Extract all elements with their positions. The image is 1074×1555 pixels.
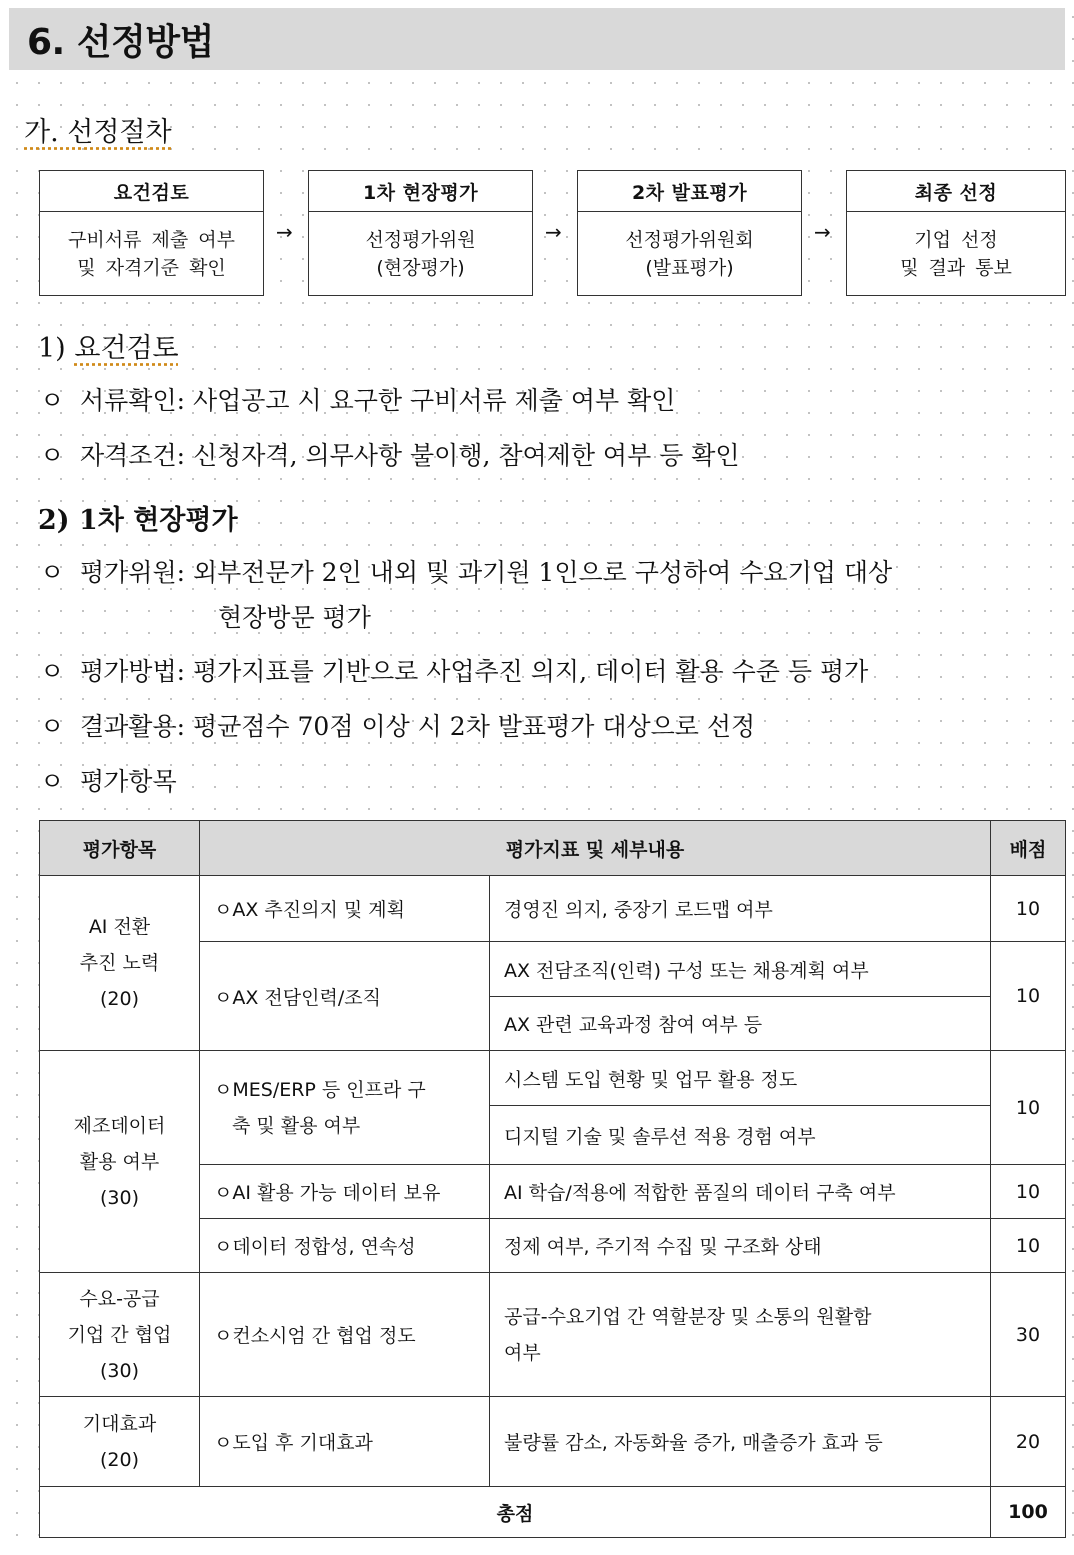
field-eval-item: ㅇ 평가방법: 평가지표를 기반으로 사업추진 의지, 데이터 활용 수준 등 평가 [40, 657, 869, 686]
review-item: ㅇ 서류확인: 사업공고 시 요구한 구비서류 제출 여부 확인 [40, 386, 676, 415]
flow-step-line: 및 결과 통보 [900, 257, 1012, 279]
total-row [40, 1487, 1066, 1538]
detail-cell: 경영진 의지, 중장기 로드맵 여부 [490, 876, 991, 942]
field-eval-item: ㅇ 평가위원: 외부전문가 2인 내외 및 과기원 1인으로 구성하여 수요기업 대상 [40, 558, 893, 587]
flow-step-line: (발표평가) [645, 257, 734, 279]
score-cell: 10 [991, 942, 1066, 1051]
score-cell: 20 [991, 1397, 1066, 1487]
flow-step-line: 구비서류 제출 여부 [68, 229, 235, 251]
flow-step-title: 1차 현장평가 [309, 171, 532, 212]
flow-step-final [846, 170, 1066, 296]
indicator-cell: ㅇ데이터 정합성, 연속성 [200, 1219, 490, 1273]
field-eval-item: ㅇ 결과활용: 평균점수 70점 이상 시 2차 발표평가 대상으로 선정 [40, 712, 756, 741]
table-row [40, 1051, 1066, 1106]
field-eval-item: ㅇ 평가항목 [40, 767, 177, 796]
flow-step-line: 선정평가위원회 [625, 229, 754, 251]
flow-step-field-eval [308, 170, 533, 296]
table-row [40, 1273, 1066, 1397]
evaluation-table [39, 820, 1066, 1538]
category-cell: 기대효과 (20) [40, 1397, 200, 1487]
indicator-cell: ㅇAX 추진의지 및 계획 [200, 876, 490, 942]
flow-step-line: (현장평가) [376, 257, 465, 279]
flow-step-review [39, 170, 264, 296]
flow-step-line: 기업 선정 [914, 229, 998, 251]
review-heading: 1) 요건검토 [38, 333, 179, 364]
score-cell: 10 [991, 1051, 1066, 1165]
score-cell: 10 [991, 876, 1066, 942]
detail-cell: AX 관련 교육과정 참여 여부 등 [490, 997, 991, 1051]
total-label: 총점 [40, 1487, 991, 1538]
table-header-row [40, 821, 1066, 876]
category-cell: 제조데이터 활용 여부 (30) [40, 1051, 200, 1273]
procedure-heading: 가. 선정절차 [24, 117, 172, 148]
detail-cell: AX 전담조직(인력) 구성 또는 채용계획 여부 [490, 942, 991, 997]
detail-cell: AI 학습/적용에 적합한 품질의 데이터 구축 여부 [490, 1165, 991, 1219]
flow-step-presentation-eval [577, 170, 802, 296]
section-title: 6. 선정방법 [27, 21, 214, 63]
arrow-right-icon: → [276, 220, 293, 244]
header-indicator: 평가지표 및 세부내용 [200, 821, 991, 876]
section-header [9, 8, 1065, 70]
arrow-right-icon: → [814, 220, 831, 244]
flow-step-title: 요건검토 [40, 171, 263, 212]
arrow-right-icon: → [545, 220, 562, 244]
field-eval-item-continued: 현장방문 평가 [218, 603, 371, 632]
detail-cell: 공급-수요기업 간 역할분장 및 소통의 원활함 여부 [490, 1273, 991, 1397]
score-cell: 10 [991, 1165, 1066, 1219]
score-cell: 30 [991, 1273, 1066, 1397]
total-score: 100 [991, 1487, 1066, 1538]
category-cell: 수요-공급 기업 간 협업 (30) [40, 1273, 200, 1397]
header-score: 배점 [991, 821, 1066, 876]
detail-cell: 정제 여부, 주기적 수집 및 구조화 상태 [490, 1219, 991, 1273]
flow-step-line: 및 자격기준 확인 [77, 257, 226, 279]
score-cell: 10 [991, 1219, 1066, 1273]
table-row [40, 876, 1066, 942]
table-row [40, 1397, 1066, 1487]
review-item: ㅇ 자격조건: 신청자격, 의무사항 불이행, 참여제한 여부 등 확인 [40, 441, 740, 470]
category-cell: AI 전환 추진 노력 (20) [40, 876, 200, 1051]
detail-cell: 디지털 기술 및 솔루션 적용 경험 여부 [490, 1106, 991, 1165]
flow-step-line: 선정평가위원 [365, 229, 476, 251]
indicator-cell: ㅇ도입 후 기대효과 [200, 1397, 490, 1487]
detail-cell: 불량률 감소, 자동화율 증가, 매출증가 효과 등 [490, 1397, 991, 1487]
field-eval-heading: 2) 1차 현장평가 [38, 505, 238, 536]
indicator-cell: ㅇAI 활용 가능 데이터 보유 [200, 1165, 490, 1219]
indicator-cell: ㅇAX 전담인력/조직 [200, 942, 490, 1051]
header-item: 평가항목 [40, 821, 200, 876]
detail-cell: 시스템 도입 현황 및 업무 활용 정도 [490, 1051, 991, 1106]
indicator-cell: ㅇ컨소시엄 간 협업 정도 [200, 1273, 490, 1397]
flow-step-title: 최종 선정 [847, 171, 1065, 212]
indicator-cell: ㅇMES/ERP 등 인프라 구 축 및 활용 여부 [200, 1051, 490, 1165]
flow-step-title: 2차 발표평가 [578, 171, 801, 212]
